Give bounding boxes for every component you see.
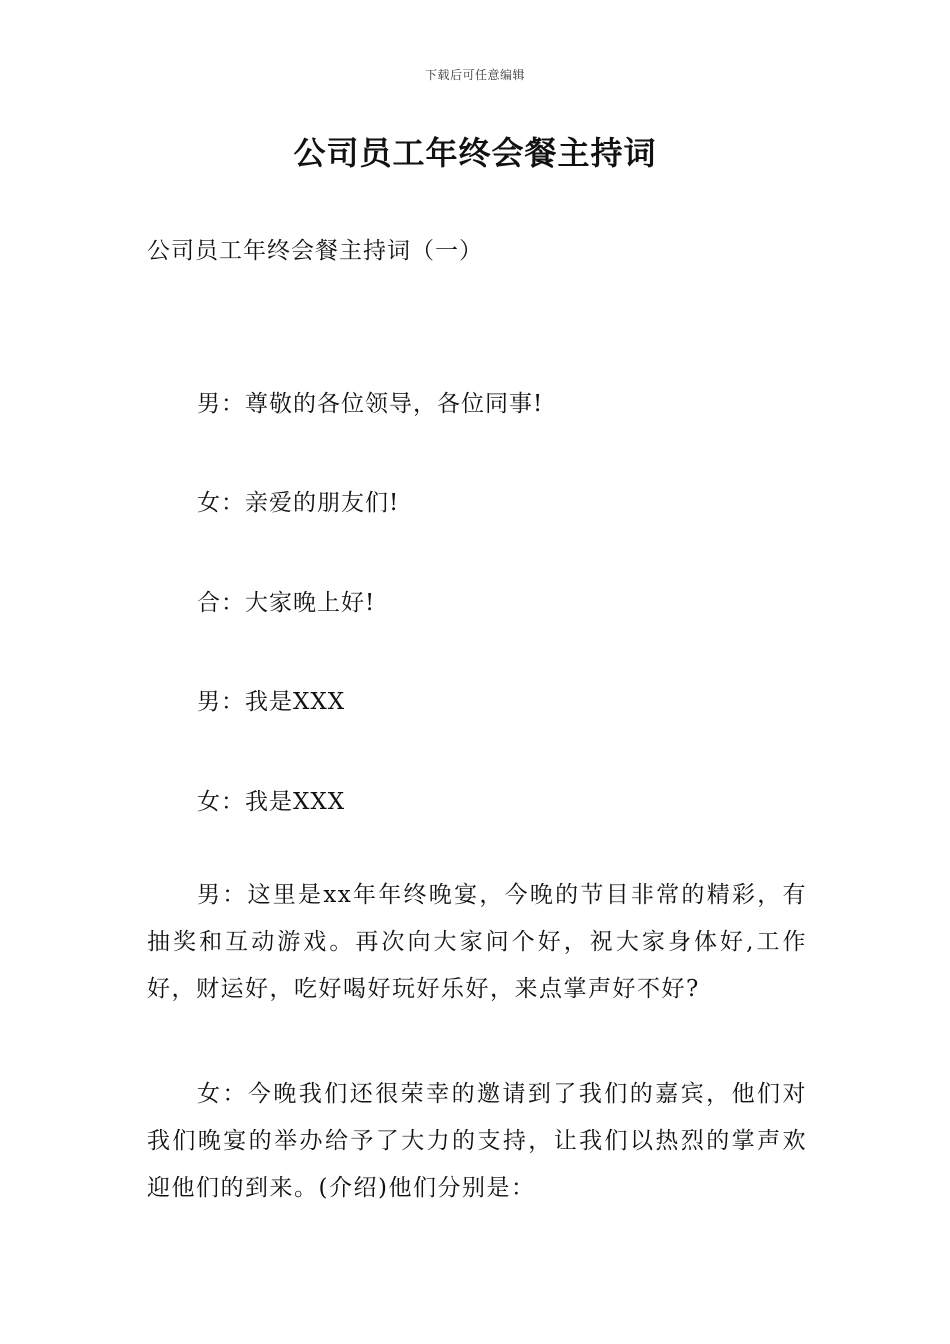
document-title: 公司员工年终会餐主持词 (293, 134, 657, 172)
header-note: 下载后可任意编辑 (424, 68, 525, 82)
dialogue-line: 合：大家晚上好! (197, 590, 376, 616)
dialogue-line: 男：我是XXX (197, 689, 346, 715)
document-subtitle: 公司员工年终会餐主持词（一） (147, 238, 483, 264)
dialogue-line: 女：我是XXX (197, 789, 346, 815)
dialogue-line: 男：尊敬的各位领导，各位同事! (197, 391, 544, 417)
dialogue-paragraph: 女：今晚我们还很荣幸的邀请到了我们的嘉宾，他们对我们晚宴的举办给予了大力的支持，让我们以热烈的掌声欢迎他们的到来。(介绍)他们分别是： (147, 1081, 807, 1201)
dialogue-paragraph: 男：这里是xx年年终晚宴，今晚的节目非常的精彩，有抽奖和互动游戏。再次向大家问个好，祝大家身体好,工作好，财运好，吃好喝好玩好乐好，来点掌声好不好? (147, 882, 807, 1002)
dialogue-line: 女：亲爱的朋友们! (197, 490, 400, 516)
